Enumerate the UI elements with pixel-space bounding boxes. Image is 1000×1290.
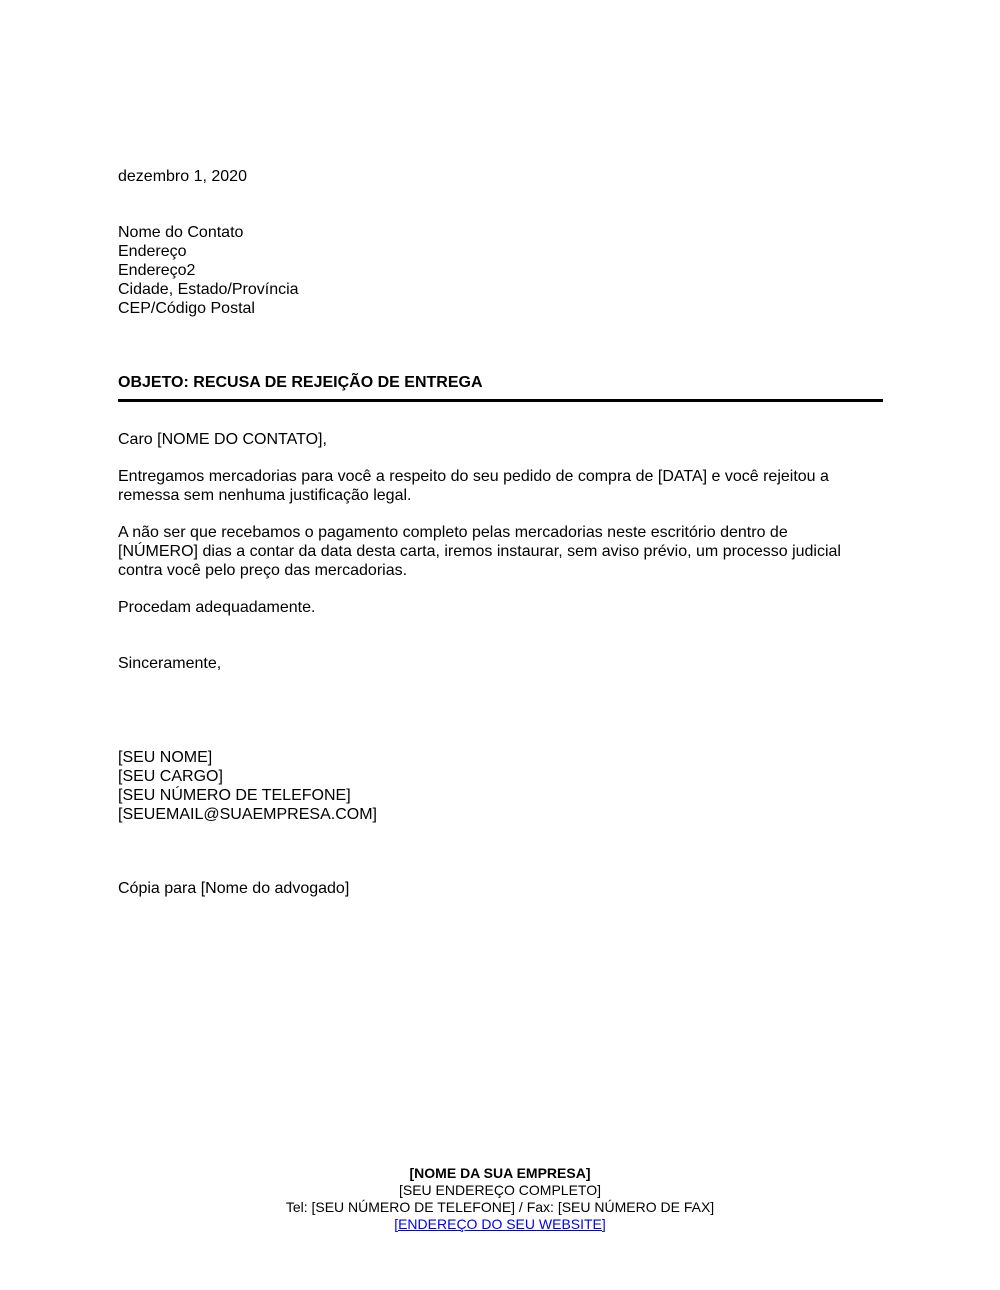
footer-address: [SEU ENDEREÇO COMPLETO]: [398, 1182, 601, 1198]
paragraph-line: [NÚMERO] dias a contar da data desta carta, iremos instaurar, sem aviso prévio, um processo judicial: [118, 543, 841, 560]
recipient-city: Cidade, Estado/Província: [118, 281, 299, 298]
recipient-address: Endereço: [118, 243, 187, 260]
paragraph-3: Procedam adequadamente.: [118, 599, 316, 616]
paragraph-line: A não ser que recebamos o pagamento completo pelas mercadorias neste escritório dentro de: [118, 524, 788, 541]
footer-contact: Tel: [SEU NÚMERO DE TELEFONE] / Fax: [SEU NÚMERO DE FAX]: [285, 1199, 715, 1215]
closing: Sinceramente,: [118, 655, 222, 672]
paragraph-line: Entregamos mercadorias para você a respeito do seu pedido de compra de [DATA] e você rejeitou a: [118, 468, 829, 485]
recipient-address2: Endereço2: [118, 262, 196, 279]
paragraph-line: remessa sem nenhuma justificação legal.: [118, 487, 412, 504]
signature-email: [SEUEMAIL@SUAEMPRESA.COM]: [118, 806, 377, 823]
recipient-name: Nome do Contato: [118, 224, 244, 241]
letter-subject: OBJETO: RECUSA DE REJEIÇÃO DE ENTREGA: [118, 374, 483, 391]
signature-phone: [SEU NÚMERO DE TELEFONE]: [118, 787, 351, 804]
signature-title: [SEU CARGO]: [118, 768, 223, 785]
signature-name: [SEU NOME]: [118, 749, 213, 766]
footer-company-name: [NOME DA SUA EMPRESA]: [409, 1165, 591, 1181]
carbon-copy: Cópia para [Nome do advogado]: [118, 880, 350, 897]
footer-website-row: [0, 1216, 1000, 1233]
paragraph-line: contra você pelo preço das mercadorias.: [118, 562, 408, 579]
footer-website-link[interactable]: [ENDEREÇO DO SEU WEBSITE]: [394, 1216, 606, 1232]
recipient-postal: CEP/Código Postal: [118, 300, 255, 317]
subject-divider: [118, 399, 883, 402]
salutation: Caro [NOME DO CONTATO],: [118, 431, 327, 448]
letter-date: dezembro 1, 2020: [118, 168, 247, 185]
